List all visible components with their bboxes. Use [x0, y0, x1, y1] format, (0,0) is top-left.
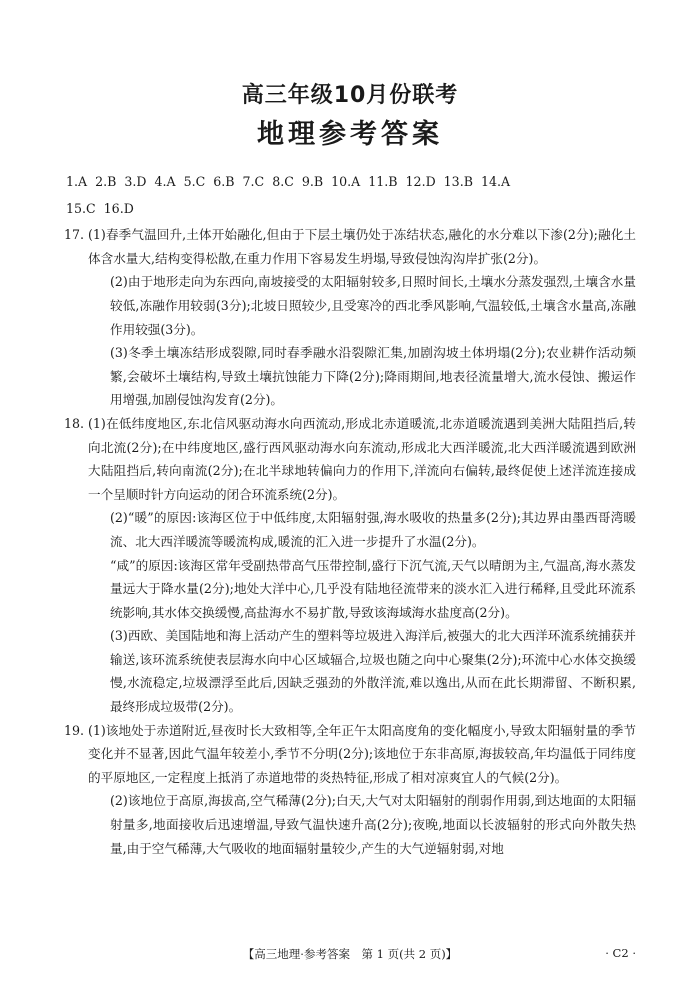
- q17-part-3: (3)冬季土壤冻结形成裂隙,同时春季融水沿裂隙汇集,加剧沟坡土体坍塌(2分);农业耕作活动频繁,会破坏土壤结构,导致土壤抗蚀能力下降(2分);降雨期间,地表径流量增大,流水侵蚀、搬运作用增强,加剧侵蚀沟发育(2分)。: [110, 345, 636, 408]
- question-18: [66, 412, 636, 719]
- paper-code: · C2 ·: [605, 946, 636, 960]
- question-19-number: 19.: [64, 722, 85, 738]
- question-18-number: 18.: [64, 415, 85, 431]
- q18-part-2: (2)“暖”的原因:该海区位于中低纬度,太阳辐射强,海水吸收的热量多(2分);其边界由墨西哥湾暖流、北大西洋暖流等暖流构成,暖流的汇入进一步提升了水温(2分)。: [110, 510, 636, 549]
- question-19: [66, 719, 636, 861]
- answers-body: [66, 170, 636, 860]
- answer-key-title: 地理参考答案: [257, 119, 443, 150]
- q18-part-1: (1)在低纬度地区,东北信风驱动海水向西流动,形成北赤道暖流,北赤道暖流遇到美洲大陆阻挡后,转向北流(2分);在中纬度地区,盛行西风驱动海水向东流动,形成北大西洋暖流,北大西洋暖流遇到欧洲大陆阻挡后,转向南流(2分);在北半球地转偏向力的作用下,洋流向右偏转,最终促使上述洋流连接成一个呈顺时针方向运动的闭合环流系统(2分)。: [88, 415, 636, 502]
- q18-part-3: (3)西欧、美国陆地和海上活动产生的塑料等垃圾进入海洋后,被强大的北大西洋环流系统捕获并输送,该环流系统使表层海水向中心区域辐合,垃圾也随之向中心聚集(2分);环流中心水体交换缓慢,水流稳定,垃圾漂浮至此后,因缺乏强劲的外散洋流,难以逸出,从而在此长期滞留、不断积累,最终形成垃圾带(2分)。: [110, 628, 636, 715]
- mc-answers-line-1: 1.A 2.B 3.D 4.A 5.C 6.B 7.C 8.C 9.B 10.A 11.B 12.D 13.B 14.A: [66, 174, 511, 189]
- q19-part-1: (1)该地处于赤道附近,昼夜时长大致相等,全年正午太阳高度角的变化幅度小,导致太阳辐射量的季节变化并不显著,因此气温年较差小,季节不分明(2分);该地位于东非高原,海拔较高,年均温低于同纬度的平原地区,一定程度上抵消了赤道地带的炎热特征,形成了相对凉爽宜人的气候(2分)。: [88, 722, 636, 785]
- question-17: [66, 223, 636, 412]
- page-footer: 【高三地理·参考答案 第 1 页(共 2 页)】: [242, 947, 458, 961]
- question-17-number: 17.: [64, 227, 85, 243]
- q17-part-1: (1)春季气温回升,土体开始融化,但由于下层土壤仍处于冻结状态,融化的水分难以下渗(2分);融化土体含水量大,结构变得松散,在重力作用下容易发生坍塌,导致侵蚀沟沟岸扩张(2分)。: [88, 227, 636, 266]
- q17-part-2: (2)由于地形走向为东西向,南坡接受的太阳辐射较多,日照时间长,土壤水分蒸发强烈,土壤含水量较低,冻融作用较弱(3分);北坡日照较少,且受寒冷的西北季风影响,气温较低,土壤含水量高,冻融作用较强(3分)。: [110, 274, 636, 337]
- mc-answers-line-2: 15.C 16.D: [66, 200, 134, 216]
- exam-title: 高三年级10月份联考: [241, 83, 459, 108]
- q18-part-2-salty: “咸”的原因:该海区常年受副热带高气压带控制,盛行下沉气流,天气以晴朗为主,气温高,海水蒸发量远大于降水量(2分);地处大洋中心,几乎没有陆地径流带来的淡水汇入进行稀释,且受此环流系统影响,其水体交换缓慢,高盐海水不易扩散,导致该海域海水盐度高(2分)。: [110, 557, 636, 620]
- q19-part-2: (2)该地位于高原,海拔高,空气稀薄(2分);白天,大气对太阳辐射的削弱作用弱,到达地面的太阳辐射量多,地面接收后迅速增温,导致气温快速升高(2分);夜晚,地面以长波辐射的形式向外散失热量,由于空气稀薄,大气吸收的地面辐射量较少,产生的大气逆辐射弱,对地: [110, 793, 636, 856]
